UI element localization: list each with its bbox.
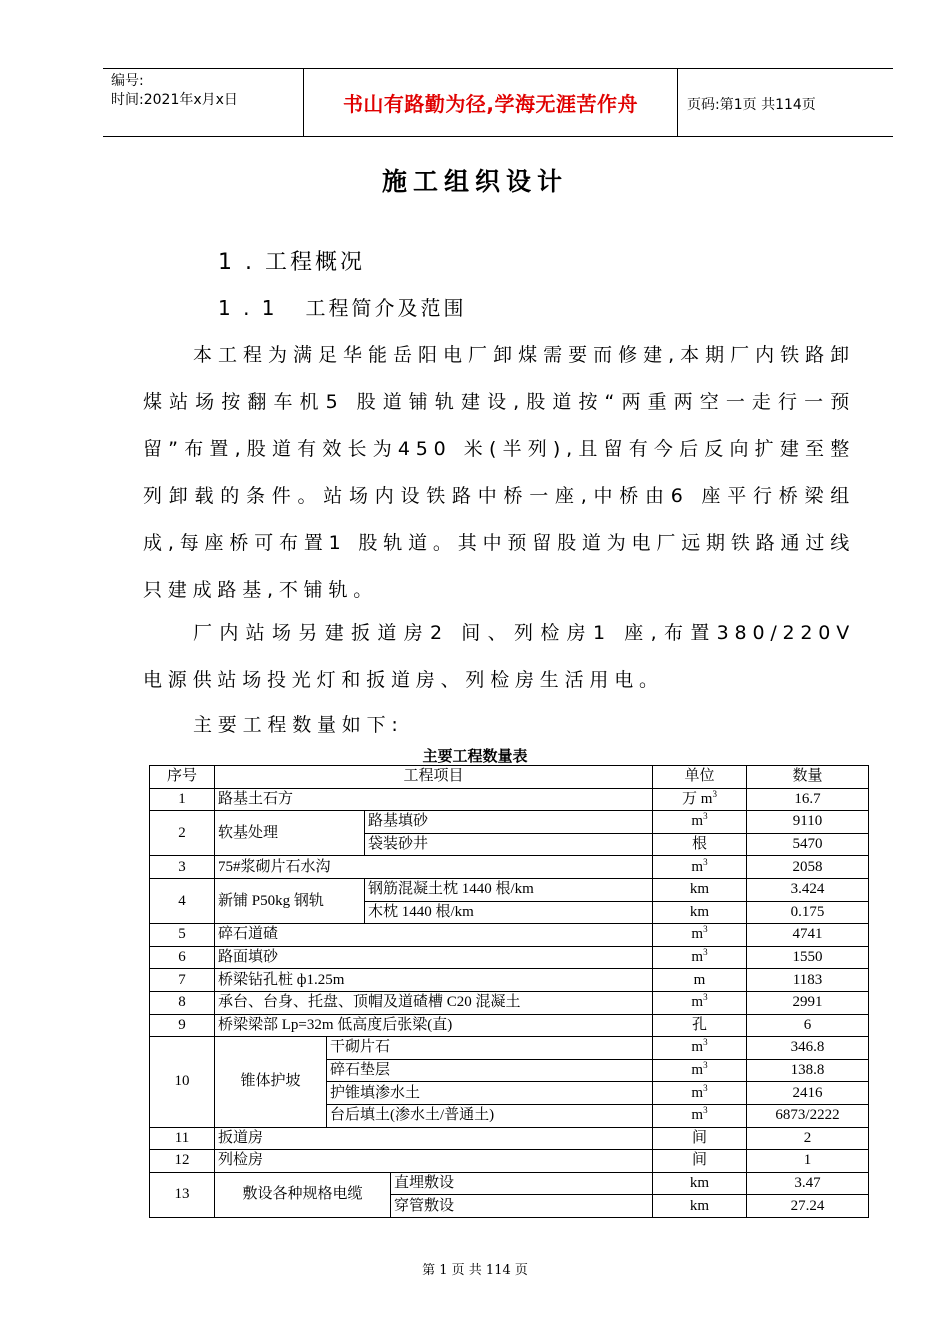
table-row: 4 新铺 P50kg 钢轨 钢筋混凝土枕 1440 根/km km 3.424 [150, 878, 869, 901]
header-unit: 单位 [653, 766, 747, 789]
table-row: 8 承台、台身、托盘、顶帽及道碴槽 C20 混凝土 $m^3$ 2991 [150, 991, 869, 1014]
subsection-number: 1 . 1 [218, 296, 278, 320]
table-row: 7 桥梁钻孔桩 ф1.25m m 1183 [150, 969, 869, 992]
table-row: 2 软基处理 路基填砂 $m^3$ 9110 [150, 811, 869, 834]
table-row: 袋装砂井 根 5470 [150, 833, 869, 856]
header-item: 工程项目 [215, 766, 653, 789]
table-row: 木枕 1440 根/km km 0.175 [150, 901, 869, 924]
header-page-info: 页码:第1页 共114页 [687, 97, 816, 113]
header-divider [677, 69, 678, 136]
table-row: 12 列检房 间 1 [150, 1150, 869, 1173]
table-row: 11 扳道房 间 2 [150, 1127, 869, 1150]
table-row: 5 碎石道碴 $m^3$ 4741 [150, 924, 869, 947]
table-row: 穿管敷设 km 27.24 [150, 1195, 869, 1218]
header-date-label: 时间:2021年x月x日 [111, 92, 238, 108]
paragraph-intro: 本工程为满足华能岳阳电厂卸煤需要而修建,本期厂内铁路卸煤站场按翻车机5 股道铺轨建设,股道按“两重两空一走行一预留”布置,股道有效长为450 米(半列),且留有今后反向扩建至整列卸载的条件。站场内设铁路中桥一座,中桥由6 座平行桥梁组成,每座桥可布置1 股轨道。其中预留股道为电厂远期铁路通过线只建成路基,不铺轨。 [143, 344, 855, 601]
page-header [103, 68, 893, 137]
table-caption: 主要工程数量表 [422, 747, 528, 765]
header-motto: 书山有路勤为径,学海无涯苦作舟 [342, 92, 639, 116]
header-seq: 序号 [150, 766, 215, 789]
table-row: 3 75#浆砌片石水沟 $m^3$ 2058 [150, 856, 869, 879]
table-row: 6 路面填砂 $m^3$ 1550 [150, 946, 869, 969]
document-title: 施工组织设计 [381, 167, 568, 196]
table-row: 10 锥体护坡 干砌片石 $m^3$ 346.8 [150, 1037, 869, 1060]
table-row: 护锥填渗水土 $m^3$ 2416 [150, 1082, 869, 1105]
header-number-label: 编号: [111, 73, 144, 89]
table-row: 9 桥梁梁部 Lp=32m 低高度后张梁(直) 孔 6 [150, 1014, 869, 1037]
page-footer: 第 1 页 共 114 页 [422, 1263, 528, 1278]
section-heading: 1 . 工程概况 [218, 250, 365, 275]
table-row: 碎石垫层 $m^3$ 138.8 [150, 1059, 869, 1082]
table-header-row [150, 766, 869, 789]
paragraph-facilities: 厂内站场另建扳道房2 间、列检房1 座,布置380/220V 电源供站场投光灯和扳道房、列检房生活用电。 [143, 622, 855, 691]
subsection-heading [218, 292, 467, 321]
paragraph-table-intro: 主要工程数量如下: [193, 714, 404, 736]
table-row: 1 路基土石方 万 $m^3$ 16.7 [150, 788, 869, 811]
header-meta [111, 72, 238, 110]
subsection-title: 工程简介及范围 [305, 296, 467, 320]
table-row: 13 敷设各种规格电缆 直埋敷设 km 3.47 [150, 1172, 869, 1195]
header-qty: 数量 [747, 766, 869, 789]
quantity-table [149, 765, 869, 1218]
table-row: 台后填土(渗水土/普通土) $m^3$ 6873/2222 [150, 1104, 869, 1127]
